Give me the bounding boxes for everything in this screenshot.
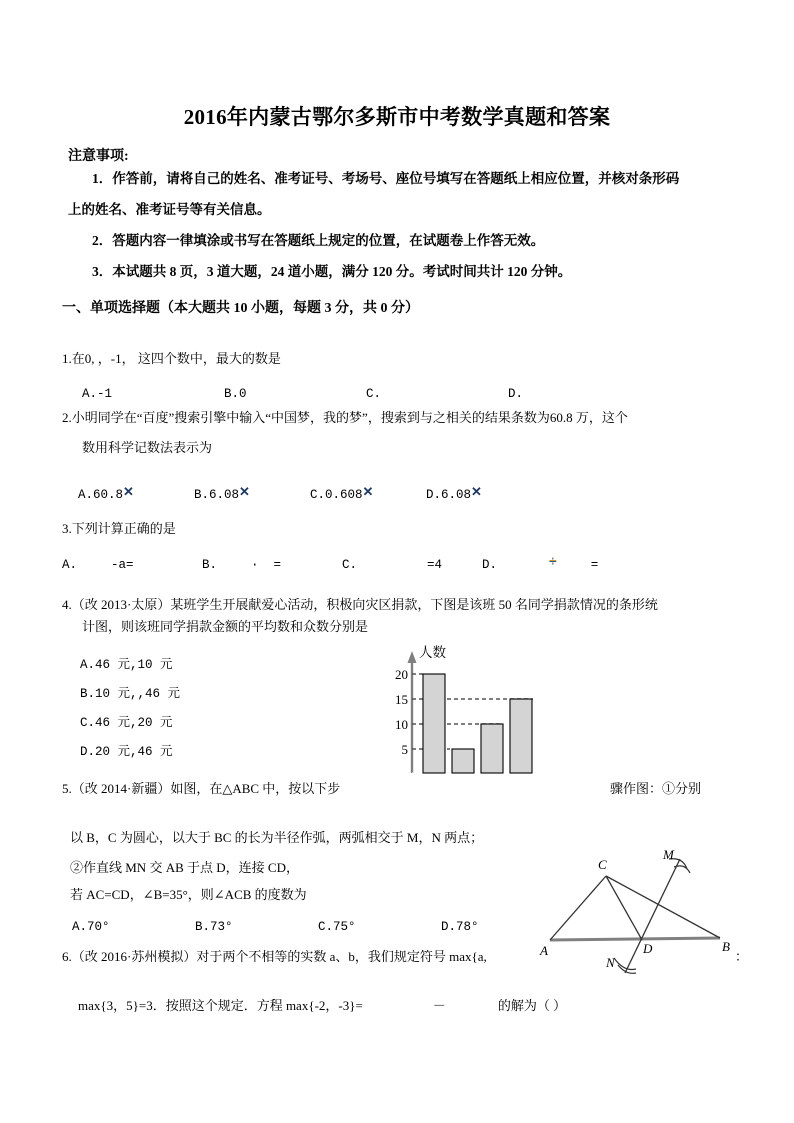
divide-icon: ÷ bbox=[549, 553, 557, 569]
option-b[interactable] bbox=[202, 558, 342, 572]
option-b[interactable]: B.73° bbox=[195, 920, 233, 934]
page-title: 2016年内蒙古鄂尔多斯市中考数学真题和答案 bbox=[183, 105, 611, 129]
question-4-options bbox=[80, 655, 180, 771]
bar-chart-svg bbox=[390, 643, 580, 788]
option-a-label: A. bbox=[62, 558, 78, 572]
option-c[interactable]: C. bbox=[366, 387, 382, 401]
question-3-stem: 3.下列计算正确的是 bbox=[62, 521, 176, 536]
label-c: C bbox=[598, 857, 607, 872]
question-6-stem: 6.（改 2016·苏州模拟）对于两个不相等的实数 a、b，我们规定符号 max{a, bbox=[62, 949, 487, 964]
bar-3 bbox=[481, 724, 503, 773]
option-d[interactable]: D. bbox=[508, 387, 524, 401]
notice-item-3: 3．本试题共 8 页，3 道大题，24 道小题，满分 120 分。考试时间共计 120 分钟。 bbox=[92, 264, 572, 279]
question-6-minus: － bbox=[432, 998, 446, 1013]
option-b[interactable]: B.0 bbox=[224, 387, 247, 401]
option-d[interactable]: D.78° bbox=[441, 920, 479, 934]
question-5-options bbox=[72, 920, 564, 934]
question-5-stem-tail: 骤作图：①分别 bbox=[610, 781, 702, 796]
label-n: N bbox=[606, 955, 615, 970]
option-d-expr: = bbox=[590, 558, 599, 572]
section-heading-multiple-choice: 一、单项选择题（本大题共 10 小题，每题 3 分，共 0 分） bbox=[62, 301, 419, 316]
option-d-text: D.6.08 bbox=[426, 488, 472, 502]
multiply-icon: ✕ bbox=[123, 484, 134, 499]
option-c[interactable]: C.46 元,20 元 bbox=[80, 716, 173, 730]
question-1-stem: 1.在0, ，-1， 这四个数中，最大的数是 bbox=[62, 351, 281, 366]
question-2-stem: 2.小明同学在“百度”搜索引擎中输入“中国梦，我的梦”，搜索到与之相关的结果条数为60.8 万，这个 bbox=[62, 410, 628, 425]
option-a-expr: -a= bbox=[111, 558, 134, 572]
option-b-label: B. bbox=[202, 558, 218, 572]
question-4-stem-line2: 计图，则该班同学捐款金额的平均数和众数分别是 bbox=[82, 619, 369, 634]
label-b: B bbox=[722, 939, 730, 954]
option-c-label: C. bbox=[342, 558, 358, 572]
question-3-options bbox=[62, 553, 622, 572]
option-d[interactable] bbox=[426, 484, 542, 502]
bar-1 bbox=[423, 674, 445, 773]
y-axis-arrow-icon bbox=[408, 651, 417, 663]
bar-4 bbox=[510, 699, 532, 773]
option-d[interactable] bbox=[482, 553, 622, 572]
ytick-label-10: 10 bbox=[395, 717, 408, 732]
option-a[interactable]: A.46 元,10 元 bbox=[80, 658, 173, 672]
option-a[interactable]: A.70° bbox=[72, 920, 110, 934]
label-a: A bbox=[540, 943, 548, 958]
multiply-icon: ✕ bbox=[362, 484, 374, 499]
option-c[interactable] bbox=[342, 558, 482, 572]
option-b-text: B.6.08 bbox=[194, 488, 240, 502]
option-d[interactable]: D.20 元,46 元 bbox=[80, 745, 173, 759]
option-c-expr: =4 bbox=[427, 558, 443, 572]
bar-2 bbox=[452, 749, 474, 773]
question-6-stem-colon: ： bbox=[735, 949, 749, 964]
label-d: D bbox=[643, 941, 653, 956]
option-a-text: A.60.8 bbox=[78, 488, 124, 502]
question-5-line4: 若 AC=CD，∠B=35°，则∠ACB 的度数为 bbox=[70, 887, 307, 902]
multiply-icon: ✕ bbox=[239, 484, 250, 499]
multiply-icon: ✕ bbox=[471, 484, 482, 499]
notice-item-1-continued: 上的姓名、准考证号等有关信息。 bbox=[68, 202, 271, 217]
option-a[interactable] bbox=[78, 484, 194, 502]
option-b[interactable] bbox=[194, 484, 310, 502]
bar-chart-donations bbox=[390, 643, 580, 788]
question-5-stem: 5.（改 2014·新疆）如图，在△ABC 中，按以下步 bbox=[62, 781, 341, 796]
option-c[interactable] bbox=[310, 484, 426, 502]
question-4-stem: 4.（改 2013·太原）某班学生开展献爱心活动，积极向灾区捐款，下图是该班 50 名同学捐款情况的条形统 bbox=[62, 597, 658, 612]
notice-item-1: 1．作答前，请将自己的姓名、准考证号、考场号、座位号填写在答题纸上相应位置，并核对条形码 bbox=[92, 171, 680, 186]
option-a[interactable] bbox=[62, 558, 202, 572]
label-m: M bbox=[663, 847, 674, 862]
y-axis-label: 人数 bbox=[419, 645, 446, 660]
question-5-line2: 以 B，C 为圆心，以大于 BC 的长为半径作弧，两弧相交于 M，N 两点； bbox=[70, 830, 484, 845]
option-d-label: D. bbox=[482, 558, 498, 572]
question-6-line2-part-a: max{3，5}=3．按照这个规定．方程 max{-2，-3}= bbox=[78, 998, 363, 1013]
ytick-label-15: 15 bbox=[395, 692, 408, 707]
question-2-stem-line2: 数用科学记数法表示为 bbox=[82, 440, 213, 455]
question-6-line2-part-c: 的解为（ ） bbox=[497, 998, 567, 1013]
option-c-text: C.0.608 bbox=[310, 488, 363, 502]
question-1-options bbox=[82, 387, 650, 401]
question-2-options bbox=[78, 484, 542, 502]
option-b-expr: · = bbox=[251, 558, 282, 572]
question-5-line3: ②作直线 MN 交 AB 于点 D，连接 CD， bbox=[70, 860, 299, 875]
question-6-line2 bbox=[78, 996, 718, 1016]
segment-ac bbox=[550, 876, 606, 940]
ytick-label-20: 20 bbox=[395, 667, 408, 682]
option-b[interactable]: B.10 元,,46 元 bbox=[80, 687, 181, 701]
option-c[interactable]: C.75° bbox=[318, 920, 356, 934]
notice-item-2: 2．答题内容一律填涂或书写在答题纸上规定的位置，在试题卷上作答无效。 bbox=[92, 233, 545, 248]
segment-ab bbox=[550, 938, 720, 940]
option-a[interactable]: A.-1 bbox=[82, 387, 113, 401]
ytick-label-5: 5 bbox=[401, 742, 408, 757]
notice-heading: 注意事项: bbox=[68, 149, 129, 164]
